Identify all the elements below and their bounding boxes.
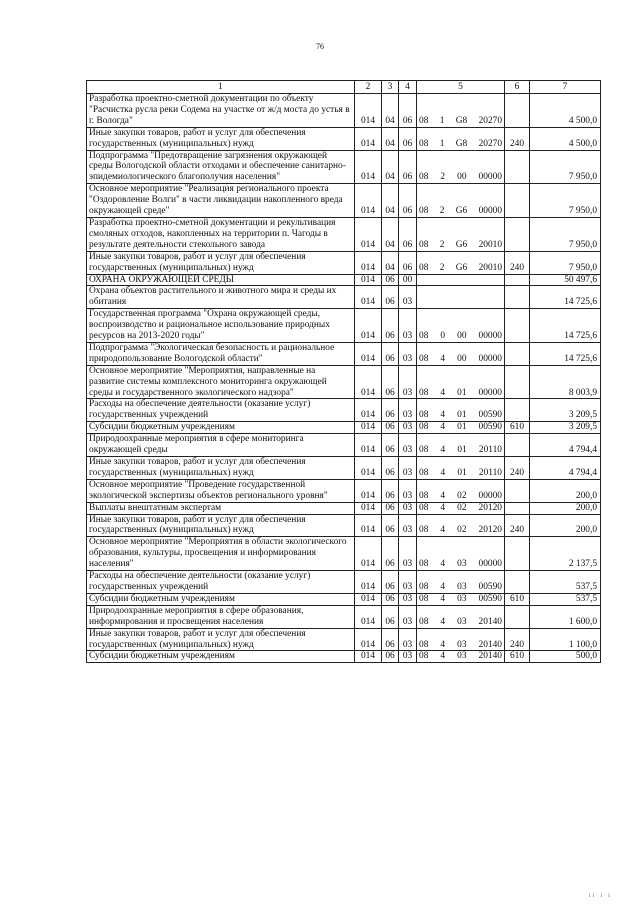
row-ministry-code: 014 — [355, 571, 382, 594]
target-article-part: 4 — [440, 639, 446, 650]
row-ministry-code: 014 — [355, 217, 382, 251]
row-section-code: 04 — [382, 127, 399, 150]
row-section-code: 06 — [382, 628, 399, 651]
row-subsection-code: 06 — [399, 184, 417, 218]
target-article-part: 00000 — [478, 331, 502, 342]
row-name: Расходы на обеспечение деятельности (оказание услуг) государственных учреждений — [87, 571, 355, 594]
target-article-part: 02 — [457, 525, 467, 536]
row-target-article — [417, 502, 505, 514]
row-subsection-code: 06 — [399, 150, 417, 184]
row-subsection-code: 06 — [399, 127, 417, 150]
target-article-part: 03 — [457, 616, 467, 627]
table-row — [87, 309, 601, 343]
row-expense-type: 240 — [505, 251, 530, 274]
row-subsection-code: 03 — [399, 502, 417, 514]
row-amount: 1 100,0 — [530, 628, 601, 651]
table-row — [87, 593, 601, 605]
row-target-article — [417, 127, 505, 150]
table-row — [87, 434, 601, 457]
target-article-part: 08 — [419, 525, 429, 536]
row-expense-type — [505, 365, 530, 399]
row-subsection-code: 00 — [399, 274, 417, 286]
row-subsection-code: 03 — [399, 309, 417, 343]
target-article-part: 08 — [419, 467, 429, 478]
target-article-part: 4 — [440, 502, 446, 513]
header-col-6: 6 — [505, 81, 530, 94]
target-article-part: 4 — [440, 410, 446, 421]
target-article-part: 20120 — [478, 502, 502, 513]
row-ministry-code: 014 — [355, 537, 382, 571]
row-target-article — [417, 605, 505, 628]
header-col-5: 5 — [417, 81, 505, 94]
row-target-article — [417, 342, 505, 365]
row-section-code: 06 — [382, 286, 399, 309]
row-expense-type — [505, 537, 530, 571]
target-article-part: G8 — [455, 115, 468, 126]
row-expense-type: 610 — [505, 593, 530, 605]
row-amount: 200,0 — [530, 479, 601, 502]
row-ministry-code: 014 — [355, 434, 382, 457]
row-target-article — [417, 150, 505, 184]
target-article-part: 03 — [457, 593, 467, 604]
row-name: Основное мероприятие "Мероприятия в области экологического образования, культуры, просвещения и информирования населения" — [87, 537, 355, 571]
target-article-part: 00 — [457, 172, 467, 183]
row-expense-type: 240 — [505, 514, 530, 537]
table-row — [87, 286, 601, 309]
row-amount: 3 209,5 — [530, 399, 601, 422]
target-article-part: 00590 — [478, 410, 502, 421]
table-row — [87, 274, 601, 286]
row-expense-type: 240 — [505, 457, 530, 480]
row-name: Расходы на обеспечение деятельности (оказание услуг) государственных учреждений — [87, 399, 355, 422]
target-article-part: 00000 — [478, 353, 502, 364]
row-name: Подпрограмма "Предотвращение загрязнения окружающей среды Вологодской области отходами и обеспечение санитарно-эпидемиологического благополучия населения" — [87, 150, 355, 184]
table-row — [87, 127, 601, 150]
target-article-part: 4 — [440, 467, 446, 478]
row-section-code: 06 — [382, 514, 399, 537]
row-ministry-code: 014 — [355, 399, 382, 422]
target-article-part: 20270 — [478, 115, 502, 126]
row-subsection-code: 03 — [399, 422, 417, 434]
target-article-part: 20110 — [478, 445, 502, 456]
row-amount: 4 500,0 — [530, 94, 601, 128]
row-expense-type — [505, 217, 530, 251]
row-target-article — [417, 365, 505, 399]
row-subsection-code: 03 — [399, 342, 417, 365]
row-subsection-code: 03 — [399, 286, 417, 309]
row-ministry-code: 014 — [355, 479, 382, 502]
row-name: Иные закупки товаров, работ и услуг для обеспечения государственных (муниципальных) нужд — [87, 127, 355, 150]
target-article-part: 4 — [440, 490, 446, 501]
target-article-part: 1 — [439, 138, 445, 149]
target-article-part: 08 — [419, 490, 429, 501]
table-row — [87, 514, 601, 537]
row-target-article — [417, 479, 505, 502]
row-amount: 1 600,0 — [530, 605, 601, 628]
row-name: Природоохранные мероприятия в сфере образования, информирования и просвещения населения — [87, 605, 355, 628]
table-row — [87, 184, 601, 218]
row-name: Субсидии бюджетным учреждениям — [87, 422, 355, 434]
row-name: Основное мероприятие "Мероприятия, направленные на развитие системы комплексного мониторинга окружающей среды и государственного экологического надзора" — [87, 365, 355, 399]
row-ministry-code: 014 — [355, 274, 382, 286]
row-target-article — [417, 399, 505, 422]
row-target-article — [417, 217, 505, 251]
row-expense-type — [505, 94, 530, 128]
row-name: Разработка проектно-сметной документации и рекультивация смоляных отходов, накопленных на территории п. Чагоды в результате деятельности стекольного завода — [87, 217, 355, 251]
row-amount: 500,0 — [530, 651, 601, 663]
row-name: ОХРАНА ОКРУЖАЮЩЕЙ СРЕДЫ — [87, 274, 355, 286]
header-col-3: 3 — [382, 81, 399, 94]
target-article-part: 1 — [439, 115, 445, 126]
target-article-part: 01 — [457, 467, 467, 478]
target-article-part: G6 — [455, 239, 468, 250]
row-target-article — [417, 184, 505, 218]
row-ministry-code: 014 — [355, 127, 382, 150]
row-target-article — [417, 628, 505, 651]
row-name: Выплаты внештатным экспертам — [87, 502, 355, 514]
row-amount: 4 794,4 — [530, 434, 601, 457]
row-expense-type: 240 — [505, 127, 530, 150]
row-amount: 7 950,0 — [530, 217, 601, 251]
target-article-part: 00590 — [478, 581, 502, 592]
target-article-part: 08 — [419, 422, 429, 433]
row-amount: 200,0 — [530, 502, 601, 514]
target-article-part: 03 — [457, 559, 467, 570]
target-article-part: G6 — [455, 206, 468, 217]
target-article-part: 00 — [457, 353, 467, 364]
target-article-part: 02 — [457, 490, 467, 501]
table-row — [87, 150, 601, 184]
row-amount: 537,5 — [530, 571, 601, 594]
row-ministry-code: 014 — [355, 184, 382, 218]
row-ministry-code: 014 — [355, 251, 382, 274]
target-article-part: 20120 — [478, 525, 502, 536]
row-name: Иные закупки товаров, работ и услуг для обеспечения государственных (муниципальных) нужд — [87, 457, 355, 480]
row-subsection-code: 03 — [399, 434, 417, 457]
row-section-code: 04 — [382, 251, 399, 274]
row-target-article — [417, 537, 505, 571]
target-article-part: 01 — [457, 445, 467, 456]
target-article-part: 08 — [419, 559, 429, 570]
row-section-code: 04 — [382, 217, 399, 251]
row-ministry-code: 014 — [355, 342, 382, 365]
target-article-part: 2 — [439, 239, 445, 250]
row-expense-type — [505, 150, 530, 184]
target-article-part: 4 — [440, 445, 446, 456]
target-article-part: 20270 — [478, 138, 502, 149]
row-ministry-code: 014 — [355, 422, 382, 434]
table-body — [87, 94, 601, 663]
header-col-1: 1 — [87, 81, 355, 94]
row-subsection-code: 06 — [399, 217, 417, 251]
row-name: Иные закупки товаров, работ и услуг для обеспечения государственных (муниципальных) нужд — [87, 514, 355, 537]
table-row — [87, 479, 601, 502]
row-target-article — [417, 309, 505, 343]
row-name: Субсидии бюджетным учреждениям — [87, 593, 355, 605]
target-article-part: 00000 — [478, 559, 502, 570]
row-section-code: 04 — [382, 150, 399, 184]
target-article-part: 4 — [440, 353, 446, 364]
budget-table — [86, 80, 601, 663]
target-article-part: 08 — [419, 616, 429, 627]
target-article-part: 20140 — [478, 616, 502, 627]
target-article-part: 20140 — [478, 651, 502, 662]
target-article-part: 08 — [419, 445, 429, 456]
row-expense-type — [505, 309, 530, 343]
row-expense-type — [505, 502, 530, 514]
row-target-article — [417, 286, 505, 309]
row-target-article — [417, 593, 505, 605]
target-article-part: 20140 — [478, 639, 502, 650]
target-article-part: 00590 — [478, 593, 502, 604]
row-expense-type — [505, 571, 530, 594]
row-ministry-code: 014 — [355, 150, 382, 184]
target-article-part: 08 — [419, 502, 429, 513]
target-article-part: 4 — [440, 422, 446, 433]
row-subsection-code: 03 — [399, 479, 417, 502]
row-ministry-code: 014 — [355, 605, 382, 628]
row-subsection-code: 03 — [399, 651, 417, 663]
row-amount: 3 209,5 — [530, 422, 601, 434]
table-row — [87, 502, 601, 514]
target-article-part: 03 — [457, 581, 467, 592]
row-section-code: 06 — [382, 434, 399, 457]
row-amount: 4 794,4 — [530, 457, 601, 480]
row-subsection-code: 03 — [399, 399, 417, 422]
target-article-part: 4 — [440, 616, 446, 627]
row-amount: 4 500,0 — [530, 127, 601, 150]
target-article-part: 00000 — [478, 490, 502, 501]
table-row — [87, 399, 601, 422]
footer-mark: ıı ı ı — [588, 891, 612, 899]
row-amount: 7 950,0 — [530, 251, 601, 274]
row-target-article — [417, 251, 505, 274]
row-amount: 537,5 — [530, 593, 601, 605]
row-expense-type — [505, 605, 530, 628]
target-article-part: 20010 — [478, 239, 502, 250]
header-row — [87, 81, 601, 94]
row-expense-type: 610 — [505, 422, 530, 434]
page-number: 76 — [316, 42, 324, 51]
row-target-article — [417, 94, 505, 128]
target-article-part: 08 — [419, 639, 429, 650]
row-ministry-code: 014 — [355, 457, 382, 480]
row-expense-type — [505, 274, 530, 286]
row-ministry-code: 014 — [355, 628, 382, 651]
target-article-part: 4 — [440, 525, 446, 536]
row-section-code: 06 — [382, 274, 399, 286]
target-article-part: 00000 — [478, 206, 502, 217]
header-col-7: 7 — [530, 81, 601, 94]
target-article-part: 2 — [439, 262, 445, 273]
row-amount: 14 725,6 — [530, 309, 601, 343]
target-article-part: 08 — [419, 206, 429, 217]
row-expense-type — [505, 479, 530, 502]
row-subsection-code: 03 — [399, 605, 417, 628]
row-amount: 50 497,6 — [530, 274, 601, 286]
table-row — [87, 628, 601, 651]
target-article-part: 00000 — [478, 387, 502, 398]
row-ministry-code: 014 — [355, 286, 382, 309]
row-ministry-code: 014 — [355, 593, 382, 605]
row-subsection-code: 06 — [399, 251, 417, 274]
row-expense-type — [505, 342, 530, 365]
target-article-part: 08 — [419, 172, 429, 183]
target-article-part: 4 — [440, 387, 446, 398]
row-target-article — [417, 571, 505, 594]
row-subsection-code: 03 — [399, 628, 417, 651]
row-target-article — [417, 457, 505, 480]
row-ministry-code: 014 — [355, 365, 382, 399]
target-article-part: G8 — [455, 138, 468, 149]
table-row — [87, 651, 601, 663]
row-name: Разработка проектно-сметной документации по объекту "Расчистка русла реки Содема на участке от ж/д моста до устья в г. Вологда" — [87, 94, 355, 128]
row-expense-type: 610 — [505, 651, 530, 663]
target-article-part: 08 — [419, 262, 429, 273]
target-article-part: 08 — [419, 581, 429, 592]
row-section-code: 06 — [382, 651, 399, 663]
table-row — [87, 422, 601, 434]
target-article-part: 01 — [457, 422, 467, 433]
row-section-code: 06 — [382, 342, 399, 365]
row-subsection-code: 03 — [399, 365, 417, 399]
target-article-part: 02 — [457, 502, 467, 513]
row-section-code: 04 — [382, 94, 399, 128]
row-amount: 200,0 — [530, 514, 601, 537]
row-amount: 7 950,0 — [530, 150, 601, 184]
row-section-code: 06 — [382, 422, 399, 434]
target-article-part: 01 — [457, 387, 467, 398]
row-subsection-code: 03 — [399, 514, 417, 537]
target-article-part: 00000 — [478, 172, 502, 183]
row-subsection-code: 03 — [399, 571, 417, 594]
row-ministry-code: 014 — [355, 309, 382, 343]
table-row — [87, 251, 601, 274]
target-article-part: 03 — [457, 639, 467, 650]
row-section-code: 06 — [382, 571, 399, 594]
row-expense-type — [505, 399, 530, 422]
target-article-part: 08 — [419, 331, 429, 342]
target-article-part: 08 — [419, 239, 429, 250]
row-ministry-code: 014 — [355, 94, 382, 128]
row-ministry-code: 014 — [355, 514, 382, 537]
target-article-part: 08 — [419, 410, 429, 421]
table-row — [87, 342, 601, 365]
row-target-article — [417, 274, 505, 286]
row-target-article — [417, 434, 505, 457]
table-row — [87, 571, 601, 594]
row-section-code: 06 — [382, 502, 399, 514]
target-article-part: 01 — [457, 410, 467, 421]
target-article-part: 2 — [439, 206, 445, 217]
row-name: Основное мероприятие "Проведение государственной экологической экспертизы объектов регионального уровня" — [87, 479, 355, 502]
row-section-code: 06 — [382, 479, 399, 502]
target-article-part: 03 — [457, 651, 467, 662]
table-row — [87, 365, 601, 399]
header-col-4: 4 — [399, 81, 417, 94]
target-article-part: 0 — [440, 331, 446, 342]
row-name: Иные закупки товаров, работ и услуг для обеспечения государственных (муниципальных) нужд — [87, 251, 355, 274]
row-name: Подпрограмма "Экологическая безопасность и рациональное природопользование Вологодской области" — [87, 342, 355, 365]
row-name: Субсидии бюджетным учреждениям — [87, 651, 355, 663]
target-article-part: G6 — [455, 262, 468, 273]
table-row — [87, 457, 601, 480]
row-section-code: 06 — [382, 537, 399, 571]
target-article-part: 4 — [440, 651, 446, 662]
table-row — [87, 605, 601, 628]
row-name: Охрана объектов растительного и животного мира и среды их обитания — [87, 286, 355, 309]
target-article-part: 08 — [419, 138, 429, 149]
row-amount: 8 003,9 — [530, 365, 601, 399]
row-expense-type — [505, 434, 530, 457]
row-section-code: 04 — [382, 184, 399, 218]
target-article-part: 08 — [419, 387, 429, 398]
row-section-code: 06 — [382, 309, 399, 343]
target-article-part: 08 — [419, 353, 429, 364]
target-article-part: 08 — [419, 115, 429, 126]
row-section-code: 06 — [382, 593, 399, 605]
row-subsection-code: 03 — [399, 537, 417, 571]
row-subsection-code: 03 — [399, 457, 417, 480]
target-article-part: 00590 — [478, 422, 502, 433]
row-amount: 7 950,0 — [530, 184, 601, 218]
row-expense-type: 240 — [505, 628, 530, 651]
row-section-code: 06 — [382, 365, 399, 399]
row-subsection-code: 03 — [399, 593, 417, 605]
header-col-2: 2 — [355, 81, 382, 94]
target-article-part: 08 — [419, 593, 429, 604]
row-section-code: 06 — [382, 605, 399, 628]
target-article-part: 2 — [440, 172, 446, 183]
row-expense-type — [505, 184, 530, 218]
row-ministry-code: 014 — [355, 651, 382, 663]
target-article-part: 4 — [440, 559, 446, 570]
row-name: Иные закупки товаров, работ и услуг для обеспечения государственных (муниципальных) нужд — [87, 628, 355, 651]
row-amount: 14 725,6 — [530, 342, 601, 365]
row-amount: 2 137,5 — [530, 537, 601, 571]
row-section-code: 06 — [382, 457, 399, 480]
row-section-code: 06 — [382, 399, 399, 422]
target-article-part: 20110 — [478, 467, 502, 478]
row-ministry-code: 014 — [355, 502, 382, 514]
row-name: Природоохранные мероприятия в сфере мониторинга окружающей среды — [87, 434, 355, 457]
row-expense-type — [505, 286, 530, 309]
row-subsection-code: 06 — [399, 94, 417, 128]
table-row — [87, 217, 601, 251]
target-article-part: 00 — [457, 331, 467, 342]
target-article-part: 20010 — [478, 262, 502, 273]
target-article-part: 4 — [440, 593, 446, 604]
target-article-part: 4 — [440, 581, 446, 592]
row-amount: 14 725,6 — [530, 286, 601, 309]
row-name: Государственная программа "Охрана окружающей среды, воспроизводство и рациональное использование природных ресурсов на 2013-2020 годы" — [87, 309, 355, 343]
row-target-article — [417, 422, 505, 434]
table-row — [87, 94, 601, 128]
row-target-article — [417, 514, 505, 537]
row-target-article — [417, 651, 505, 663]
table-row — [87, 537, 601, 571]
target-article-part: 08 — [419, 651, 429, 662]
row-name: Основное мероприятие "Реализация регионального проекта "Оздоровление Волги" в части ликвидации накопленного вреда окружающей среде" — [87, 184, 355, 218]
